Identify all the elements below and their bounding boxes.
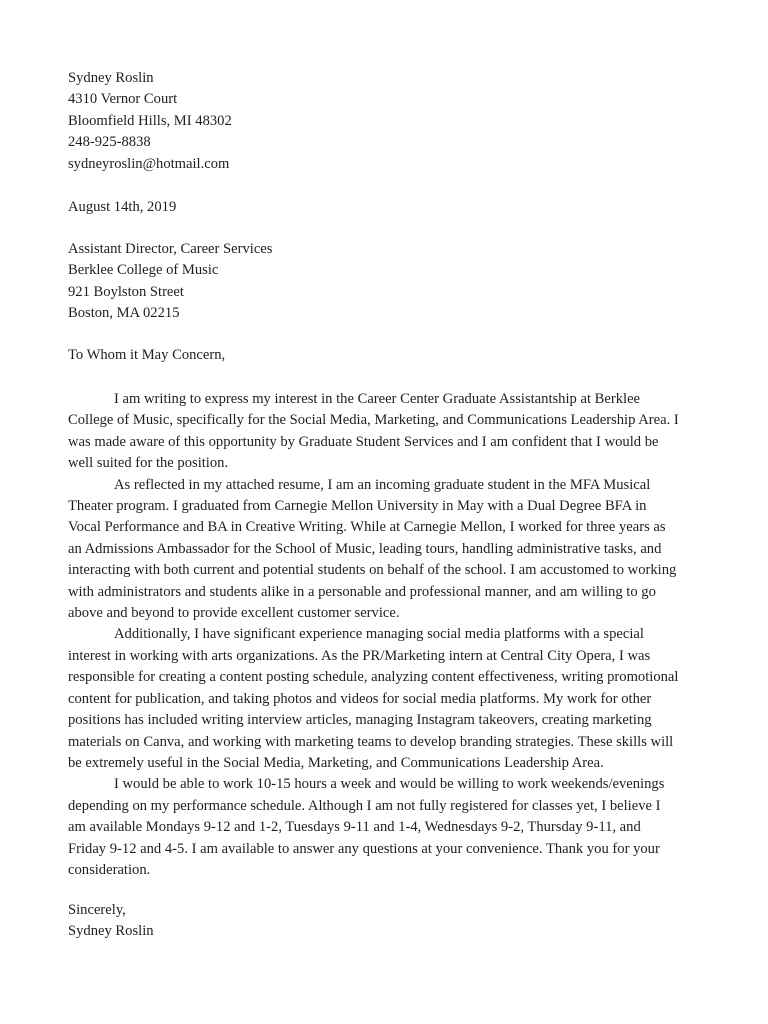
body-line: be extremely useful in the Social Media, Marketing, and Communications Leadership Area. <box>68 754 604 771</box>
sender-city: Bloomfield Hills, MI 48302 <box>68 112 232 129</box>
body-line: responsible for creating a content posting schedule, analyzing content effectiveness, writing promotional <box>68 669 679 686</box>
body-paragraph <box>68 475 708 625</box>
body-line: Friday 9-12 and 4-5. I am available to answer any questions at your convenience. Thank you for your <box>68 840 660 857</box>
recipient-city: Boston, MA 02215 <box>68 305 180 322</box>
body-line: As reflected in my attached resume, I am an incoming graduate student in the MFA Musical <box>114 476 651 493</box>
recipient-address-block <box>68 239 708 325</box>
body-line: materials on Canva, and working with marketing teams to develop branding strategies. These skills will <box>68 733 674 750</box>
sender-phone: 248-925-8838 <box>68 134 151 151</box>
body-line: interest in working with arts organizations. As the PR/Marketing intern at Central City Opera, I was <box>68 647 651 664</box>
body-paragraph <box>68 389 708 475</box>
valediction: Sincerely, <box>68 902 126 918</box>
date-text: August 14th, 2019 <box>68 199 177 215</box>
letter-body <box>68 389 708 881</box>
body-line: consideration. <box>68 861 151 878</box>
letter-date <box>68 197 708 218</box>
salutation-text: To Whom it May Concern, <box>68 347 226 363</box>
body-line: positions has included writing interview articles, managing Instagram takeovers, creating marketing <box>68 712 652 729</box>
body-paragraph <box>68 624 708 774</box>
sender-email: sydneyroslin@hotmail.com <box>68 155 230 172</box>
closing-block <box>68 900 708 943</box>
recipient-organization: Berklee College of Music <box>68 262 219 279</box>
body-line: interacting with both current and potential students on behalf of the school. I am accustomed to working <box>68 562 677 579</box>
body-line: an Admissions Ambassador for the School of Music, leading tours, handling administrative tasks, and <box>68 540 662 557</box>
body-line: above and beyond to provide excellent customer service. <box>68 605 400 622</box>
body-line: College of Music, specifically for the Social Media, Marketing, and Communications Leadership Area. I <box>68 412 679 429</box>
body-line: am available Mondays 9-12 and 1-2, Tuesdays 9-11 and 1-4, Wednesdays 9-2, Thursday 9-11, and <box>68 819 641 836</box>
signature-name: Sydney Roslin <box>68 923 154 940</box>
sender-name: Sydney Roslin <box>68 70 154 86</box>
body-line: I would be able to work 10-15 hours a week and would be willing to work weekends/evenings <box>114 776 665 793</box>
body-line: Additionally, I have significant experience managing social media platforms with a special <box>114 626 644 643</box>
recipient-street: 921 Boylston Street <box>68 283 184 300</box>
body-line: Vocal Performance and BA in Creative Writing. While at Carnegie Mellon, I worked for three years as <box>68 519 666 536</box>
body-paragraph <box>68 774 708 881</box>
body-line: Theater program. I graduated from Carnegie Mellon University in May with a Dual Degree BFA in <box>68 498 647 515</box>
sender-street: 4310 Vernor Court <box>68 91 178 108</box>
body-line: content for publication, and taking photos and videos for social media platforms. My work for other <box>68 690 652 707</box>
body-line: was made aware of this opportunity by Graduate Student Services and I am confident that I would be <box>68 433 659 450</box>
sender-address-block <box>68 68 708 175</box>
body-line: well suited for the position. <box>68 455 229 472</box>
salutation <box>68 345 708 366</box>
recipient-title: Assistant Director, Career Services <box>68 241 273 257</box>
body-line: depending on my performance schedule. Although I am not fully registered for classes yet, I believe I <box>68 797 661 814</box>
body-line: I am writing to express my interest in the Career Center Graduate Assistantship at Berklee <box>114 391 641 407</box>
body-line: with administrators and students alike in a personable and professional manner, and am willing to go <box>68 583 656 600</box>
